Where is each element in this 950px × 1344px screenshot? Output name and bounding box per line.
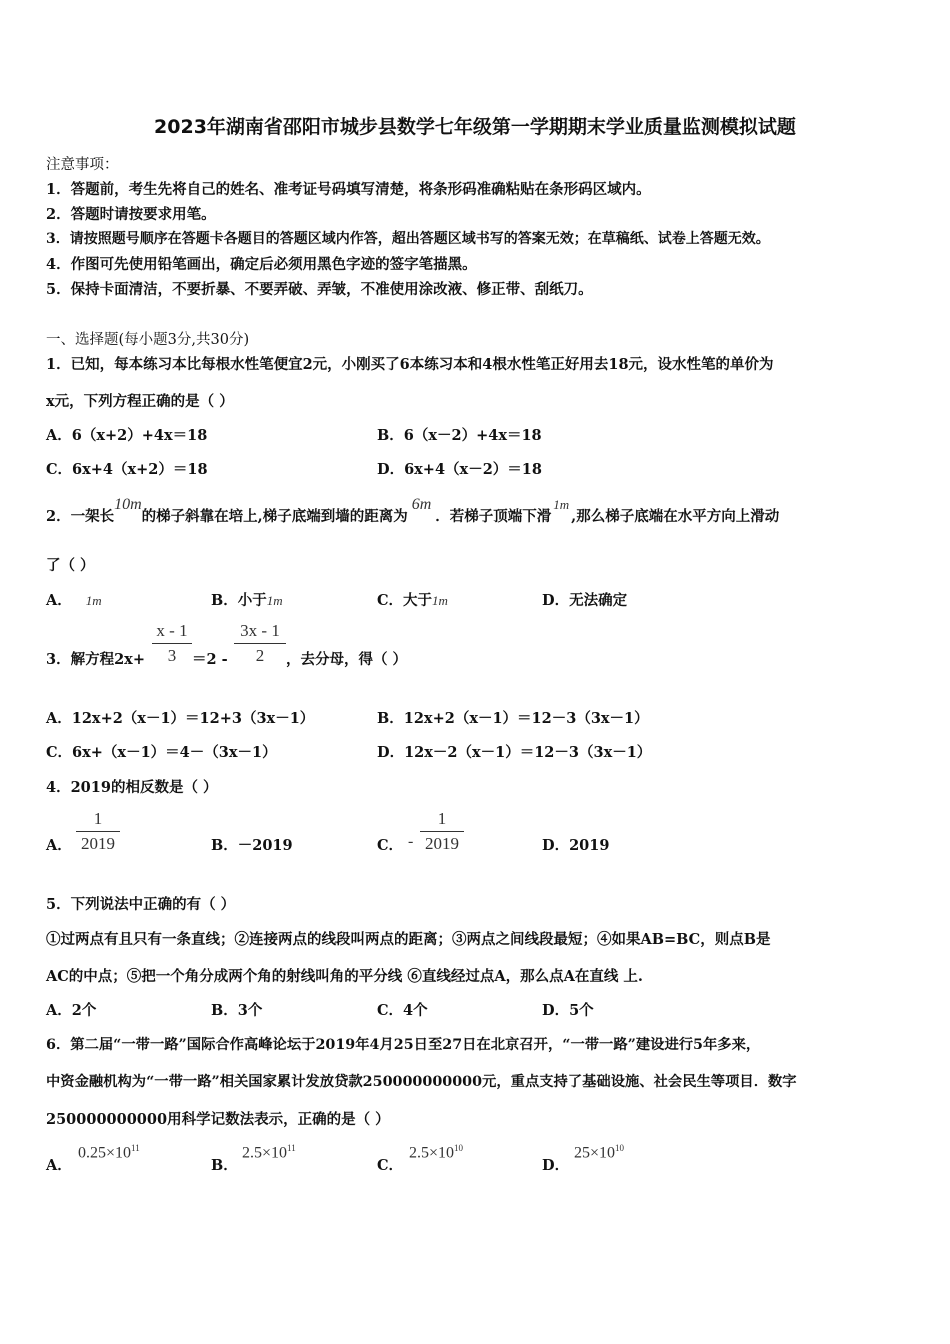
q2-option-b <box>211 589 283 610</box>
q2-option-a <box>46 589 102 610</box>
q2-math-1: 10m <box>114 496 142 513</box>
q6-option-b-value <box>242 1143 296 1162</box>
q6-option-d-label: D． <box>542 1157 570 1174</box>
q4-option-a-numerator: 1 <box>93 809 103 828</box>
q1-option-c: C．6x+4（x+2）＝18 <box>46 461 208 478</box>
q3-option-d: D．12x－2（x－1）＝12－3（3x－1） <box>377 744 652 761</box>
q6-option-a-value <box>78 1143 140 1162</box>
question-3-stem-part2: ＝2 - <box>192 651 228 668</box>
q6-option-a-exponent: 11 <box>131 1143 140 1153</box>
q2-option-d: D．无法确定 <box>542 592 628 609</box>
note-item: 3．请按照题号顺序在答题卡各题目的答题区域内作答，超出答题区域书写的答案无效；在草稿纸、试卷上答题无效。 <box>46 231 770 247</box>
q5-option-d: D．5个 <box>542 1002 594 1019</box>
question-5-stem: 5．下列说法中正确的有（ ） <box>46 896 236 913</box>
q3-option-a: A．12x+2（x－1）＝12+3（3x－1） <box>46 710 315 727</box>
q2-option-a-label: A． <box>46 592 72 609</box>
fraction-bar <box>76 831 120 832</box>
question-3-stem-part3: ，去分母，得（ ） <box>286 651 408 668</box>
q6-option-c-exponent: 10 <box>454 1143 464 1153</box>
q6-option-c-label: C． <box>377 1157 404 1174</box>
question-6-stem-cont-2: 250000000000用科学记数法表示，正确的是（ ） <box>46 1111 390 1128</box>
q6-option-a-label: A． <box>46 1157 72 1174</box>
q6-option-c-base: 2.5×10 <box>409 1144 455 1162</box>
q2-math-2: 6m <box>411 496 432 513</box>
q6-option-d-value <box>574 1143 624 1162</box>
q3-fraction-2 <box>234 621 286 666</box>
q4-option-a-fraction <box>76 809 120 854</box>
page-title: 2023年湖南省邵阳市城步县数学七年级第一学期期末学业质量监测模拟试题 <box>154 116 796 138</box>
q3-fraction-1 <box>152 621 192 666</box>
question-4-stem: 4．2019的相反数是（ ） <box>46 779 218 796</box>
q3-option-c: C．6x+（x－1）＝4－（3x－1） <box>46 744 277 761</box>
q6-option-b-label: B． <box>211 1157 238 1174</box>
note-item: 2．答题时请按要求用笔。 <box>46 206 216 223</box>
notes-heading: 注意事项： <box>46 157 119 173</box>
question-6-stem-cont: 中资金融机构为“一带一路”相关国家累计发放贷款250000000000元，重点支持了基础设施、社会民生等项目．数字 <box>46 1074 797 1090</box>
q5-option-c: C．4个 <box>377 1002 428 1019</box>
q6-option-d-base: 25×10 <box>574 1144 616 1162</box>
q6-option-c-value <box>409 1143 463 1162</box>
fraction-bar <box>152 643 192 644</box>
section-heading: 一、选择题(每小题3分,共30分) <box>46 332 250 348</box>
q3-fraction-1-numerator: x - 1 <box>156 621 188 640</box>
note-item: 1．答题前，考生先将自己的姓名、准考证号码填写清楚，将条形码准确粘贴在条形码区域内。 <box>46 181 651 198</box>
question-5-statements-cont: AC的中点；⑤把一个角分成两个角的射线叫角的平分线 ⑥直线经过点A，那么点A在直线 上. <box>46 968 643 985</box>
question-1-stem-cont: x元，下列方程正确的是（ ） <box>46 393 234 410</box>
q4-option-c-label: C． <box>377 837 404 854</box>
q2-text-2: 的梯子斜靠在培上,梯子底端到墙的距离为 <box>141 508 408 525</box>
question-1-stem: 1．已知，每本练习本比每根水性笔便宜2元，小刚买了6本练习本和4根水性笔正好用去18元，设水性笔的单价为 <box>46 356 774 373</box>
q3-option-b: B．12x+2（x－1）＝12－3（3x－1） <box>377 710 649 727</box>
q4-option-a-denominator: 2019 <box>81 834 115 853</box>
question-5-statements: ①过两点有且只有一条直线；②连接两点的线段叫两点的距离；③两点之间线段最短；④如果AB=BC，则点B是 <box>46 931 771 948</box>
q2-text-1: 2．一架长 <box>46 508 115 525</box>
question-2-stem <box>46 496 780 526</box>
q2-option-b-label: B．小于 <box>211 592 267 609</box>
q5-option-b: B．3个 <box>211 1002 263 1019</box>
q3-fraction-1-denominator: 3 <box>167 646 177 665</box>
q2-text-4: ,那么梯子底端在水平方向上滑动 <box>571 508 780 525</box>
fraction-bar <box>420 831 464 832</box>
q4-option-d: D．2019 <box>542 837 610 854</box>
q6-option-a-base: 0.25×10 <box>78 1144 132 1162</box>
q5-option-a: A．2个 <box>46 1002 97 1019</box>
q4-option-b: B．－2019 <box>211 837 293 854</box>
q4-option-c-denominator: 2019 <box>425 834 459 853</box>
question-2-stem-cont: 了（ ） <box>46 557 95 574</box>
q2-math-3: 1m <box>553 497 570 512</box>
q6-option-b-base: 2.5×10 <box>242 1144 288 1162</box>
question-6-stem: 6．第二届“一带一路”国际合作高峰论坛于2019年4月25日至27日在北京召开，“一带一路”建设进行5年多来， <box>46 1037 761 1053</box>
q2-option-c-label: C．大于 <box>377 592 433 609</box>
q1-option-d: D．6x+4（x－2）＝18 <box>377 461 542 478</box>
fraction-bar <box>234 643 286 644</box>
q4-option-c-fraction <box>420 809 464 854</box>
note-item: 5．保持卡面清洁，不要折暴、不要弄破、弄皱，不准使用涂改液、修正带、刮纸刀。 <box>46 281 593 298</box>
q6-option-d-exponent: 10 <box>615 1143 625 1153</box>
q6-option-b-exponent: 11 <box>287 1143 296 1153</box>
q2-text-3: ．若梯子顶端下滑 <box>435 508 552 525</box>
q2-option-c-value: 1m <box>432 593 448 608</box>
question-3-stem-part1: 3．解方程2x+ <box>46 651 145 668</box>
q1-option-a: A．6（x+2）+4x＝18 <box>46 427 208 444</box>
q4-option-a-label: A． <box>46 837 72 854</box>
q3-fraction-2-denominator: 2 <box>255 646 265 665</box>
q4-option-c-sign: - <box>408 833 414 850</box>
q1-option-b: B．6（x－2）+4x＝18 <box>377 427 542 444</box>
q2-option-b-value: 1m <box>266 593 283 608</box>
q2-option-a-value: 1m <box>85 593 102 608</box>
q3-fraction-2-numerator: 3x - 1 <box>240 621 280 640</box>
note-item: 4．作图可先使用铅笔画出，确定后必须用黑色字迹的签字笔描黑。 <box>46 256 477 273</box>
q2-option-c <box>377 589 448 610</box>
q4-option-c-numerator: 1 <box>437 809 447 828</box>
